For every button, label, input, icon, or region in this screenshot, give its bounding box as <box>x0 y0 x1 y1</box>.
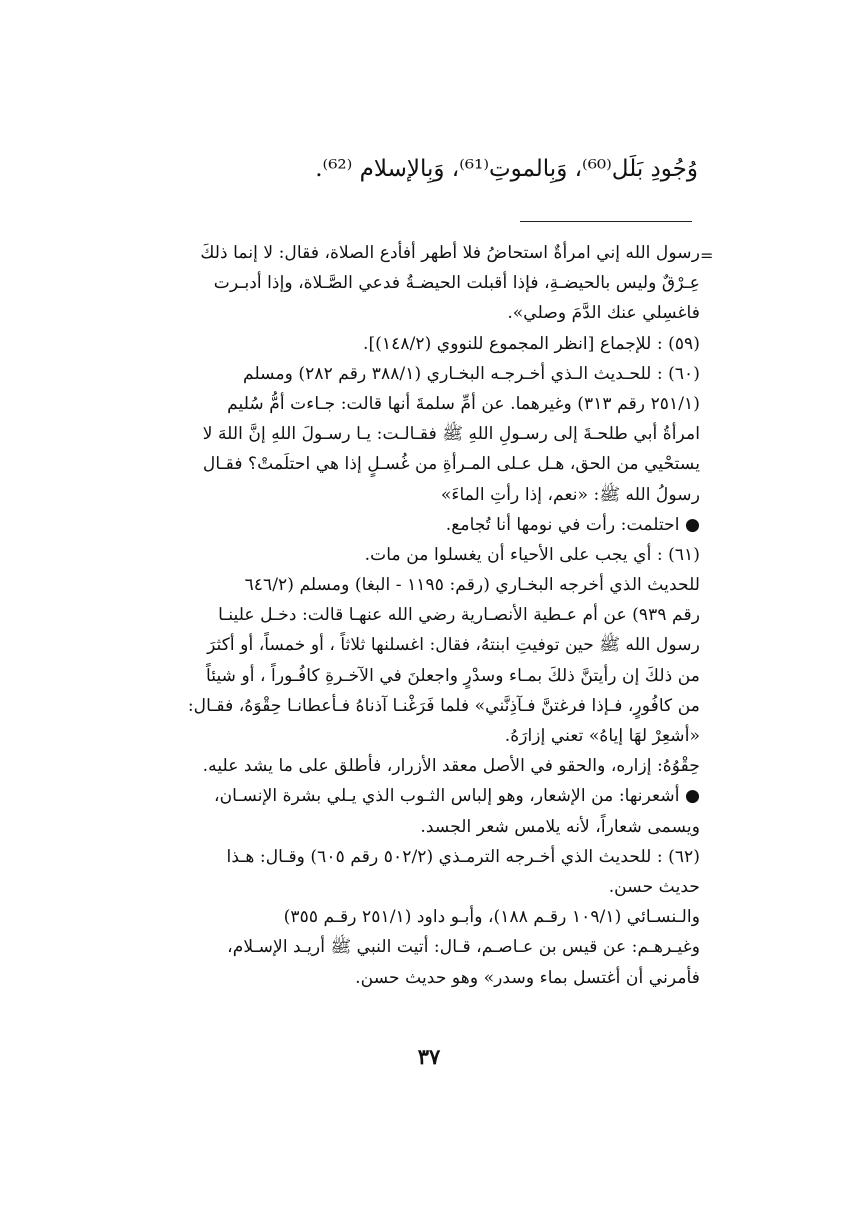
footnote-line: فأمرني أن أغتسل بماء وسدر» وهو حديث حسن. <box>355 967 700 988</box>
footnote-line: والـنسـائي (١٠٩/١ رقـم ١٨٨)، وأبـو داود (٢٥١/١ رقـم ٣٥٥) <box>283 907 700 928</box>
footnote-line: (٦١) : أي يجب على الأحياء أن يغسلوا من مات. <box>364 544 700 565</box>
main-text-line: وُجُودِ بَلَل⁽⁶⁰⁾، وَبِالموتِ⁽⁶¹⁾، وَبِالإسلام ⁽⁶²⁾. <box>315 156 698 182</box>
footnote-line: امرأةُ أبي طلحـةَ إلى رسـولِ اللهِ ﷺ فقـالـت: يـا رسـولَ اللهِ إنَّ اللهَ لا <box>202 424 700 445</box>
footnote-line: رقم ٩٣٩) عن أم عـطية الأنصـارية رضي الله عنهـا قالت: دخـل علينـا <box>218 605 700 626</box>
footnote-line: فاغسِلي عنك الدَّمَ وصلي». <box>507 303 700 324</box>
footnote-line: رسولُ الله ﷺ: «نعم، إذا رأتِ الماءَ» <box>440 484 700 505</box>
footnote-line: رسول الله إني امرأةٌ استحاضُ فلا أطهر أفأدع الصلاة، فقال: لا إنما ذلكَ <box>200 243 700 263</box>
footnote-line: «أشعِرْ لهَا إياهُ» تعني إزارَهُ. <box>504 726 700 746</box>
footnote-line: من ذلكَ إن رأيتنَّ ذلكَ بمـاء وسدْرٍ واجعلنَ في الآخـرةِ كافُـوراً ، أو شيئاً <box>206 665 700 686</box>
footnote-line: رسول الله ﷺ حين توفيتِ ابنتهُ، فقال: اغسلنها ثلاثاً ، أو خمساً، أو أكثرَ <box>207 635 700 656</box>
footnote-line: ويسمى شعاراً، لأنه يلامس شعر الجسد. <box>420 816 700 837</box>
continuation-mark: = <box>700 246 714 265</box>
footnote-line: ● احتلمت: رأت في نومها أنا تُجامع. <box>445 514 700 535</box>
footnote-separator <box>520 221 692 222</box>
footnote-line: (٦٢) : للحديث الذي أخـرجه الترمـذي (٥٠٢/٢ رقم ٦٠٥) وقـال: هـذا <box>226 846 700 867</box>
footnote-line: عِـرْقٌ وليس بالحيضـةِ، فإذا أقبلت الحيضـةُ فدعي الصَّـلاة، وإذا أدبـرت <box>213 273 700 294</box>
footnote-line: حديث حسن. <box>608 876 700 897</box>
footnote-line: (٥٩) : للإجماع [انظر المجموع للنووي (١٤٨/٢)]. <box>362 333 700 354</box>
page-number: ٣٧ <box>417 1044 441 1069</box>
footnote-line: (٦٠) : للحـديث الـذي أخـرجـه البخـاري (٣٨٨/١ رقم ٢٨٢) ومسلم <box>243 363 700 384</box>
footnote-line: يستحْيي من الحق، هـل عـلى المـرأةِ من غُسـلٍ إذا هي احتلَمتْ؟ فقـال <box>202 454 700 475</box>
footnotes <box>160 238 700 993</box>
footnote-line: وغيـرهـم: عن قيس بن عـاصـم، قـال: أتيت النبي ﷺ أريـد الإسـلام، <box>227 937 700 958</box>
footnote-line: (٢٥١/١ رقم ٣١٣) وغيرهما. عن أمِّ سلمةَ أنها قالت: جـاءت أمُّ سُليم <box>227 393 700 414</box>
footnote-line: للحديث الذي أخرجه البخـاري (رقم: ١١٩٥ - البغا) ومسلم (٦٤٦/٢ <box>244 575 700 596</box>
footnote-line: من كافُورٍ، فـإذا فرغتنَّ فـآذِنَّني» فلما فَرَغْنـا آذناهُ فـأعطانـا حِقْوَهُ، فقـال: <box>187 695 700 716</box>
footnote-line: حِقْوُهُ: إزاره، والحقو في الأصل معقد الأزرار، فأطلق على ما يشد عليه. <box>202 756 700 777</box>
footnote-line: ● أشعرنها: من الإشعار، وهو إلباس الثـوب الذي يـلي بشرة الإنسـان، <box>214 786 700 807</box>
